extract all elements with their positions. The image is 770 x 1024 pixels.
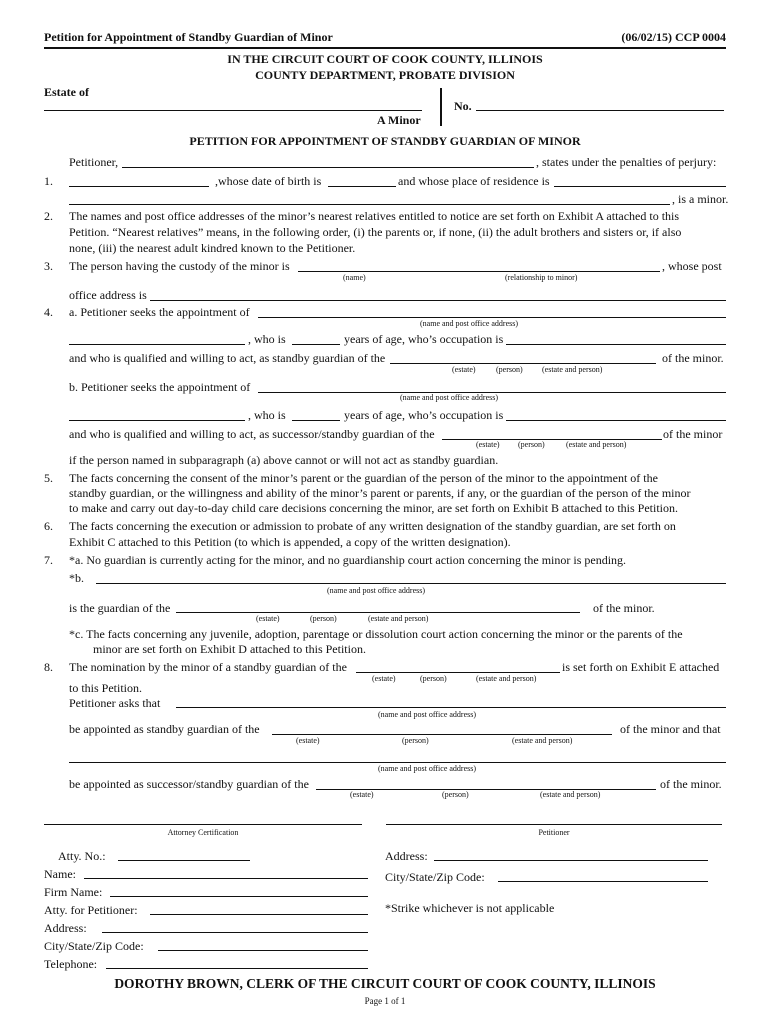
guardian-type-field[interactable] [176,612,580,613]
atty-for-field[interactable] [150,914,368,915]
caption-estate-person-8: (estate and person) [476,674,537,683]
to-this-petition: to this Petition. [69,681,143,695]
caption-estate-person-4a: (estate and person) [542,365,603,374]
para-5-line-1: The facts concerning the consent of the minor’s parent or the guardian of the person of the minor to the appointment of the [69,471,658,485]
nomination-type-field[interactable] [356,672,560,673]
standby-type-field[interactable] [390,363,656,364]
petitioner-perjury: , states under the penalties of perjury: [536,155,717,169]
of-the-minor-4a: of the minor. [662,351,724,365]
caption-person-4a: (person) [496,365,523,374]
petitioner-asks-label: Petitioner asks that [69,696,161,710]
attorney-cert-label: Attorney Certification [167,828,239,837]
atty-address-label: Address: [44,921,87,935]
standby-name-field[interactable] [258,317,726,318]
caption-person-8: (person) [420,674,447,683]
caption-estate-person-8b: (estate and person) [540,790,601,799]
page-number: Page 1 of 1 [364,996,406,1006]
para-5-line-3: to make and carry out day-to-day child care decisions concerning the minor, are set forth on Exhibit B attached to this Petition. [69,501,679,515]
petitioner-csz-label: City/State/Zip Code: [385,870,485,884]
caption-name-po-7: (name and post office address) [327,586,426,595]
court-name: IN THE CIRCUIT COURT OF COOK COUNTY, ILLINOIS [227,52,543,66]
caption-estate-person-8a: (estate and person) [512,736,573,745]
residence-field-2[interactable] [69,204,670,205]
caption-name: (name) [343,273,366,282]
occupation-label-4b: years of age, who’s occupation is [344,408,504,422]
appointed-standby-label: be appointed as standby guardian of the [69,722,260,736]
para-7b-label: *b. [69,571,84,585]
item-number-2: 2. [44,209,53,223]
caption-divider [440,88,442,126]
item-number-4: 4. [44,305,53,319]
para-8-start: The nomination by the minor of a standby guardian of the [69,660,347,674]
clerk-footer: DOROTHY BROWN, CLERK OF THE CIRCUIT COURT OF COOK COUNTY, ILLINOIS [114,976,656,991]
petition-heading: PETITION FOR APPOINTMENT OF STANDBY GUARDIAN OF MINOR [189,134,581,148]
of-the-minor-4b: of the minor [663,427,723,441]
dob-field[interactable] [328,186,396,187]
para-6-line-2: Exhibit C attached to this Petition (to which is appended, a copy of the written designation). [69,535,511,549]
appointed-successor-label: be appointed as successor/standby guardian of the [69,777,309,791]
estate-of-label: Estate of [44,85,89,99]
caption-name-po-4a: (name and post office address) [420,319,519,328]
custodian-address-field[interactable] [150,300,726,301]
dob-label: ,whose date of birth is [215,174,322,188]
standby-occupation-field[interactable] [506,344,726,345]
occupation-label-4a: years of age, who’s occupation is [344,332,504,346]
caption-person-7: (person) [310,614,337,623]
standby-name-field-2[interactable] [69,344,245,345]
name-label: Name: [44,867,76,881]
header-rule [44,47,726,49]
requested-standby-field[interactable] [176,707,726,708]
petitioner-signature-line[interactable] [386,824,722,825]
case-no-field[interactable] [476,110,724,111]
para-5-line-2: standby guardian, or the willingness and ability of the minor’s parent or parents, if any, or the guardian of the person of the minor [69,486,691,500]
estate-of-field[interactable] [44,110,422,111]
item-number-5: 5. [44,471,53,485]
para-6-line-1: The facts concerning the execution or admission to probate of any written designation of the standby guardian, are set forth on [69,519,676,533]
caption-relationship: (relationship to minor) [505,273,578,282]
case-no-label: No. [454,99,472,113]
caption-person-8a: (person) [402,736,429,745]
custody-label: The person having the custody of the minor is [69,259,290,273]
para-4b-label: b. Petitioner seeks the appointment of [69,380,251,394]
caption-estate-person-4b: (estate and person) [566,440,627,449]
para-7c-line-2: minor are set forth on Exhibit D attached to this Petition. [93,642,366,656]
caption-person-8b: (person) [442,790,469,799]
caption-estate-person-7: (estate and person) [368,614,429,623]
atty-no-field[interactable] [118,860,250,861]
atty-name-field[interactable] [84,878,368,879]
item-number-3: 3. [44,259,53,273]
petitioner-label: Petitioner, [69,155,119,169]
strike-note: *Strike whichever is not applicable [385,901,555,915]
caption-estate-8b: (estate) [350,790,374,799]
para-2-line-1: The names and post office addresses of the minor’s nearest relatives entitled to notice are set forth on Exhibit A attached to this [69,209,680,223]
para-2-line-2: Petition. “Nearest relatives” means, in the following order, (i) the parents or, if none, (ii) the adult brothers and sisters or, if also [69,225,682,239]
qualified-successor-label: and who is qualified and willing to act, as successor/standby guardian of the [69,427,435,441]
standby-age-field[interactable] [292,344,340,345]
petitioner-name-field[interactable] [122,167,534,168]
caption-name-po-4b: (name and post office address) [400,393,499,402]
atty-csz-field[interactable] [158,950,368,951]
qualified-standby-label: and who is qualified and willing to act, as standby guardian of the [69,351,386,365]
form-title: Petition for Appointment of Standby Guardian of Minor [44,30,333,44]
item-number-6: 6. [44,519,53,533]
para-7a: *a. No guardian is currently acting for the minor, and no guardianship court action concerning the minor is pending. [69,553,627,567]
who-is-4b: , who is [248,408,286,422]
atty-address-field[interactable] [102,932,368,933]
caption-estate-7: (estate) [256,614,280,623]
current-guardian-field[interactable] [96,583,726,584]
office-address-label: office address is [69,288,147,302]
telephone-label: Telephone: [44,957,98,971]
petitioner-address-field[interactable] [434,860,708,861]
item-number-1: 1. [44,174,53,188]
caption-name-po-8b: (name and post office address) [378,764,477,773]
guardian-of-label: is the guardian of the [69,601,171,615]
requested-successor-field[interactable] [69,762,726,763]
para-4-if: if the person named in subparagraph (a) above cannot or will not act as standby guardian. [69,453,499,467]
residence-label: and whose place of residence is [398,174,550,188]
petitioner-address-label: Address: [385,849,428,863]
firm-name-label: Firm Name: [44,885,103,899]
residence-field[interactable] [554,186,726,187]
item-number-8: 8. [44,660,53,674]
minor-name-field[interactable] [69,186,209,187]
atty-no-label: Atty. No.: [58,849,106,863]
custodian-field[interactable] [298,271,660,272]
successor-name-field-2[interactable] [69,420,245,421]
caption-name-po-8a: (name and post office address) [378,710,477,719]
caption-estate-4b: (estate) [476,440,500,449]
caption-person-4b: (person) [518,440,545,449]
para-4a-label: a. Petitioner seeks the appointment of [69,305,250,319]
para-2-line-3: none, (iii) the nearest adult kindred known to the Petitioner. [69,241,356,255]
whose-post-label: , whose post [662,259,722,273]
caption-estate-8a: (estate) [296,736,320,745]
a-minor-label: A Minor [377,113,421,127]
who-is-4a: , who is [248,332,286,346]
para-8-end: is set forth on Exhibit E attached [562,660,720,674]
telephone-field[interactable] [106,968,368,969]
petitioner-sig-label: Petitioner [538,828,570,837]
successor-age-field[interactable] [292,420,340,421]
of-minor-and-that: of the minor and that [620,722,721,736]
atty-csz-label: City/State/Zip Code: [44,939,144,953]
successor-occupation-field[interactable] [506,420,726,421]
caption-estate-4a: (estate) [452,365,476,374]
court-division: COUNTY DEPARTMENT, PROBATE DIVISION [255,68,515,82]
of-the-minor-7: of the minor. [593,601,655,615]
item-number-7: 7. [44,553,53,567]
is-a-minor: , is a minor. [672,192,729,206]
attorney-signature-line[interactable] [44,824,362,825]
para-7c-line-1: *c. The facts concerning any juvenile, adoption, parentage or dissolution court action concerning the minor or the parents of the [69,627,683,641]
requested-standby-type-field[interactable] [272,734,612,735]
successor-type-field[interactable] [442,439,662,440]
petitioner-csz-field[interactable] [498,881,708,882]
form-id: (06/02/15) CCP 0004 [621,30,726,44]
of-the-minor-8b: of the minor. [660,777,722,791]
atty-for-label: Atty. for Petitioner: [44,903,138,917]
firm-name-field[interactable] [110,896,368,897]
caption-estate-8: (estate) [372,674,396,683]
